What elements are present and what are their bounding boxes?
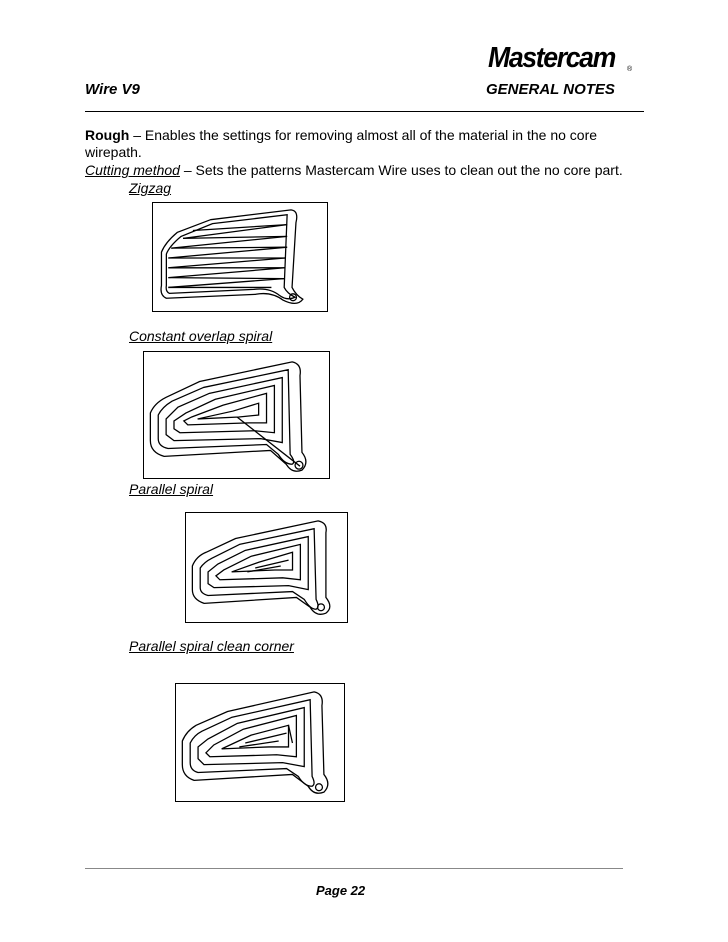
zigzag-figure xyxy=(152,202,328,312)
rough-description: – Enables the settings for removing almost all of the material in the no core wirepath. xyxy=(85,127,598,160)
parallel-spiral-figure xyxy=(185,512,348,623)
mastercam-logo: Mastercam xyxy=(488,42,615,74)
zigzag-toolpath-diagram xyxy=(153,203,327,311)
constant-overlap-spiral-caption: Constant overlap spiral xyxy=(129,328,273,344)
header-divider xyxy=(85,111,644,112)
footer-divider xyxy=(85,868,623,869)
document-title: Wire V9 xyxy=(85,81,140,98)
parallel-spiral-caption: Parallel spiral xyxy=(129,481,214,497)
constant-overlap-spiral-diagram xyxy=(144,352,329,478)
rough-paragraph xyxy=(85,127,635,161)
cutting-method-description: – Sets the patterns Mastercam Wire uses to clean out the no core part. xyxy=(179,162,623,178)
parallel-spiral-clean-corner-figure xyxy=(175,683,345,802)
zigzag-caption: Zigzag xyxy=(129,180,172,196)
section-title: GENERAL NOTES xyxy=(486,81,615,98)
page-number: Page 22 xyxy=(316,883,366,898)
rough-term: Rough xyxy=(85,127,130,143)
cutting-method-term: Cutting method xyxy=(85,162,180,178)
parallel-spiral-clean-corner-caption: Parallel spiral clean corner xyxy=(129,638,294,654)
constant-overlap-spiral-figure xyxy=(143,351,330,479)
registered-mark: ® xyxy=(627,66,633,73)
parallel-spiral-diagram xyxy=(186,513,347,622)
cutting-method-paragraph xyxy=(85,162,655,179)
parallel-spiral-clean-corner-diagram xyxy=(176,684,344,801)
